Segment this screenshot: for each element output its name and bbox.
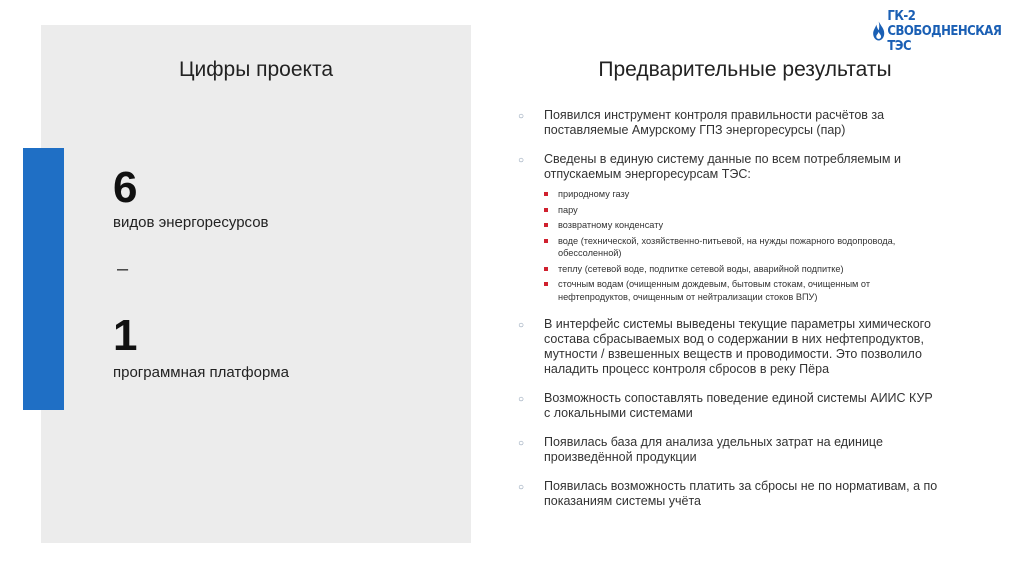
stat-number-1: 6: [113, 163, 138, 212]
result-text: В интерфейс системы выведены текущие параметры химического состава сбрасываемых вод о содержании в них нефтепродуктов, мутности / взвешенных веществ и проводимости. Это позволило наладить процесс контроля сбросов в реку Пёра: [544, 317, 931, 376]
square-bullet-icon: [544, 208, 548, 212]
results-list: [518, 108, 938, 523]
result-text: Сведены в единую систему данные по всем потребляемым и отпускаемым энергоресурсам ТЭС:: [544, 152, 901, 181]
result-item: [518, 435, 938, 465]
result-item: [518, 108, 938, 138]
sub-item: [544, 204, 938, 217]
result-text: Появился инструмент контроля правильности расчётов за поставляемые Амурскому ГПЗ энергоресурсы (пар): [544, 108, 885, 137]
sub-item-text: возвратному конденсату: [558, 220, 664, 230]
sub-item: [544, 263, 938, 276]
square-bullet-icon: [544, 192, 548, 196]
result-text: Возможность сопоставлять поведение единой системы АИИС КУР с локальными системами: [544, 391, 933, 420]
result-text: Появилась база для анализа удельных затрат на единице произведённой продукции: [544, 435, 883, 464]
left-title: Цифры проекта: [178, 58, 334, 81]
square-bullet-icon: [544, 239, 548, 243]
sub-item-text: сточным водам (очищенным дождевым, бытовым стокам, очищенным от нефтепродуктов, очищенным от нейтрализации стоков ВПУ): [558, 279, 871, 302]
sub-item-text: природному газу: [558, 189, 630, 199]
circle-bullet-icon: ○: [518, 111, 525, 122]
circle-bullet-icon: ○: [518, 155, 525, 166]
square-bullet-icon: [544, 223, 548, 227]
circle-bullet-icon: ○: [518, 482, 525, 493]
result-item: [518, 152, 938, 303]
sub-item-text: воде (технической, хозяйственно-питьевой, на нужды пожарного водопровода, обессоленной): [558, 235, 896, 258]
sub-item: [544, 188, 938, 201]
result-item: [518, 317, 938, 377]
stat-number-2: 1: [113, 311, 138, 360]
result-item: [518, 391, 938, 421]
square-bullet-icon: [544, 282, 548, 286]
sub-item: [544, 219, 938, 232]
sub-item: [544, 235, 938, 260]
right-title: Предварительные результаты: [598, 58, 892, 81]
sub-item: [544, 278, 938, 303]
left-panel: [41, 25, 471, 543]
sub-item-text: пару: [558, 204, 578, 215]
company-logo: [870, 8, 1024, 54]
circle-bullet-icon: ○: [518, 438, 525, 449]
square-bullet-icon: [544, 267, 548, 271]
circle-bullet-icon: ○: [518, 320, 525, 331]
accent-bar: [23, 148, 64, 410]
sub-list: [544, 188, 938, 303]
stat-separator: –: [117, 258, 129, 280]
logo-text: ГК-2 СВОБОДНЕНСКАЯ ТЭС: [887, 8, 1002, 54]
stat-label-1: видов энергоресурсов: [113, 214, 269, 231]
result-item: [518, 479, 938, 509]
sub-item-text: теплу (сетевой воде, подпитке сетевой воды, аварийной подпитке): [558, 263, 844, 274]
circle-bullet-icon: ○: [518, 394, 525, 405]
flame-icon: [870, 18, 887, 44]
stat-label-2: программная платформа: [113, 364, 289, 381]
result-text: Появилась возможность платить за сбросы не по нормативам, а по показаниям системы учёта: [544, 479, 938, 508]
